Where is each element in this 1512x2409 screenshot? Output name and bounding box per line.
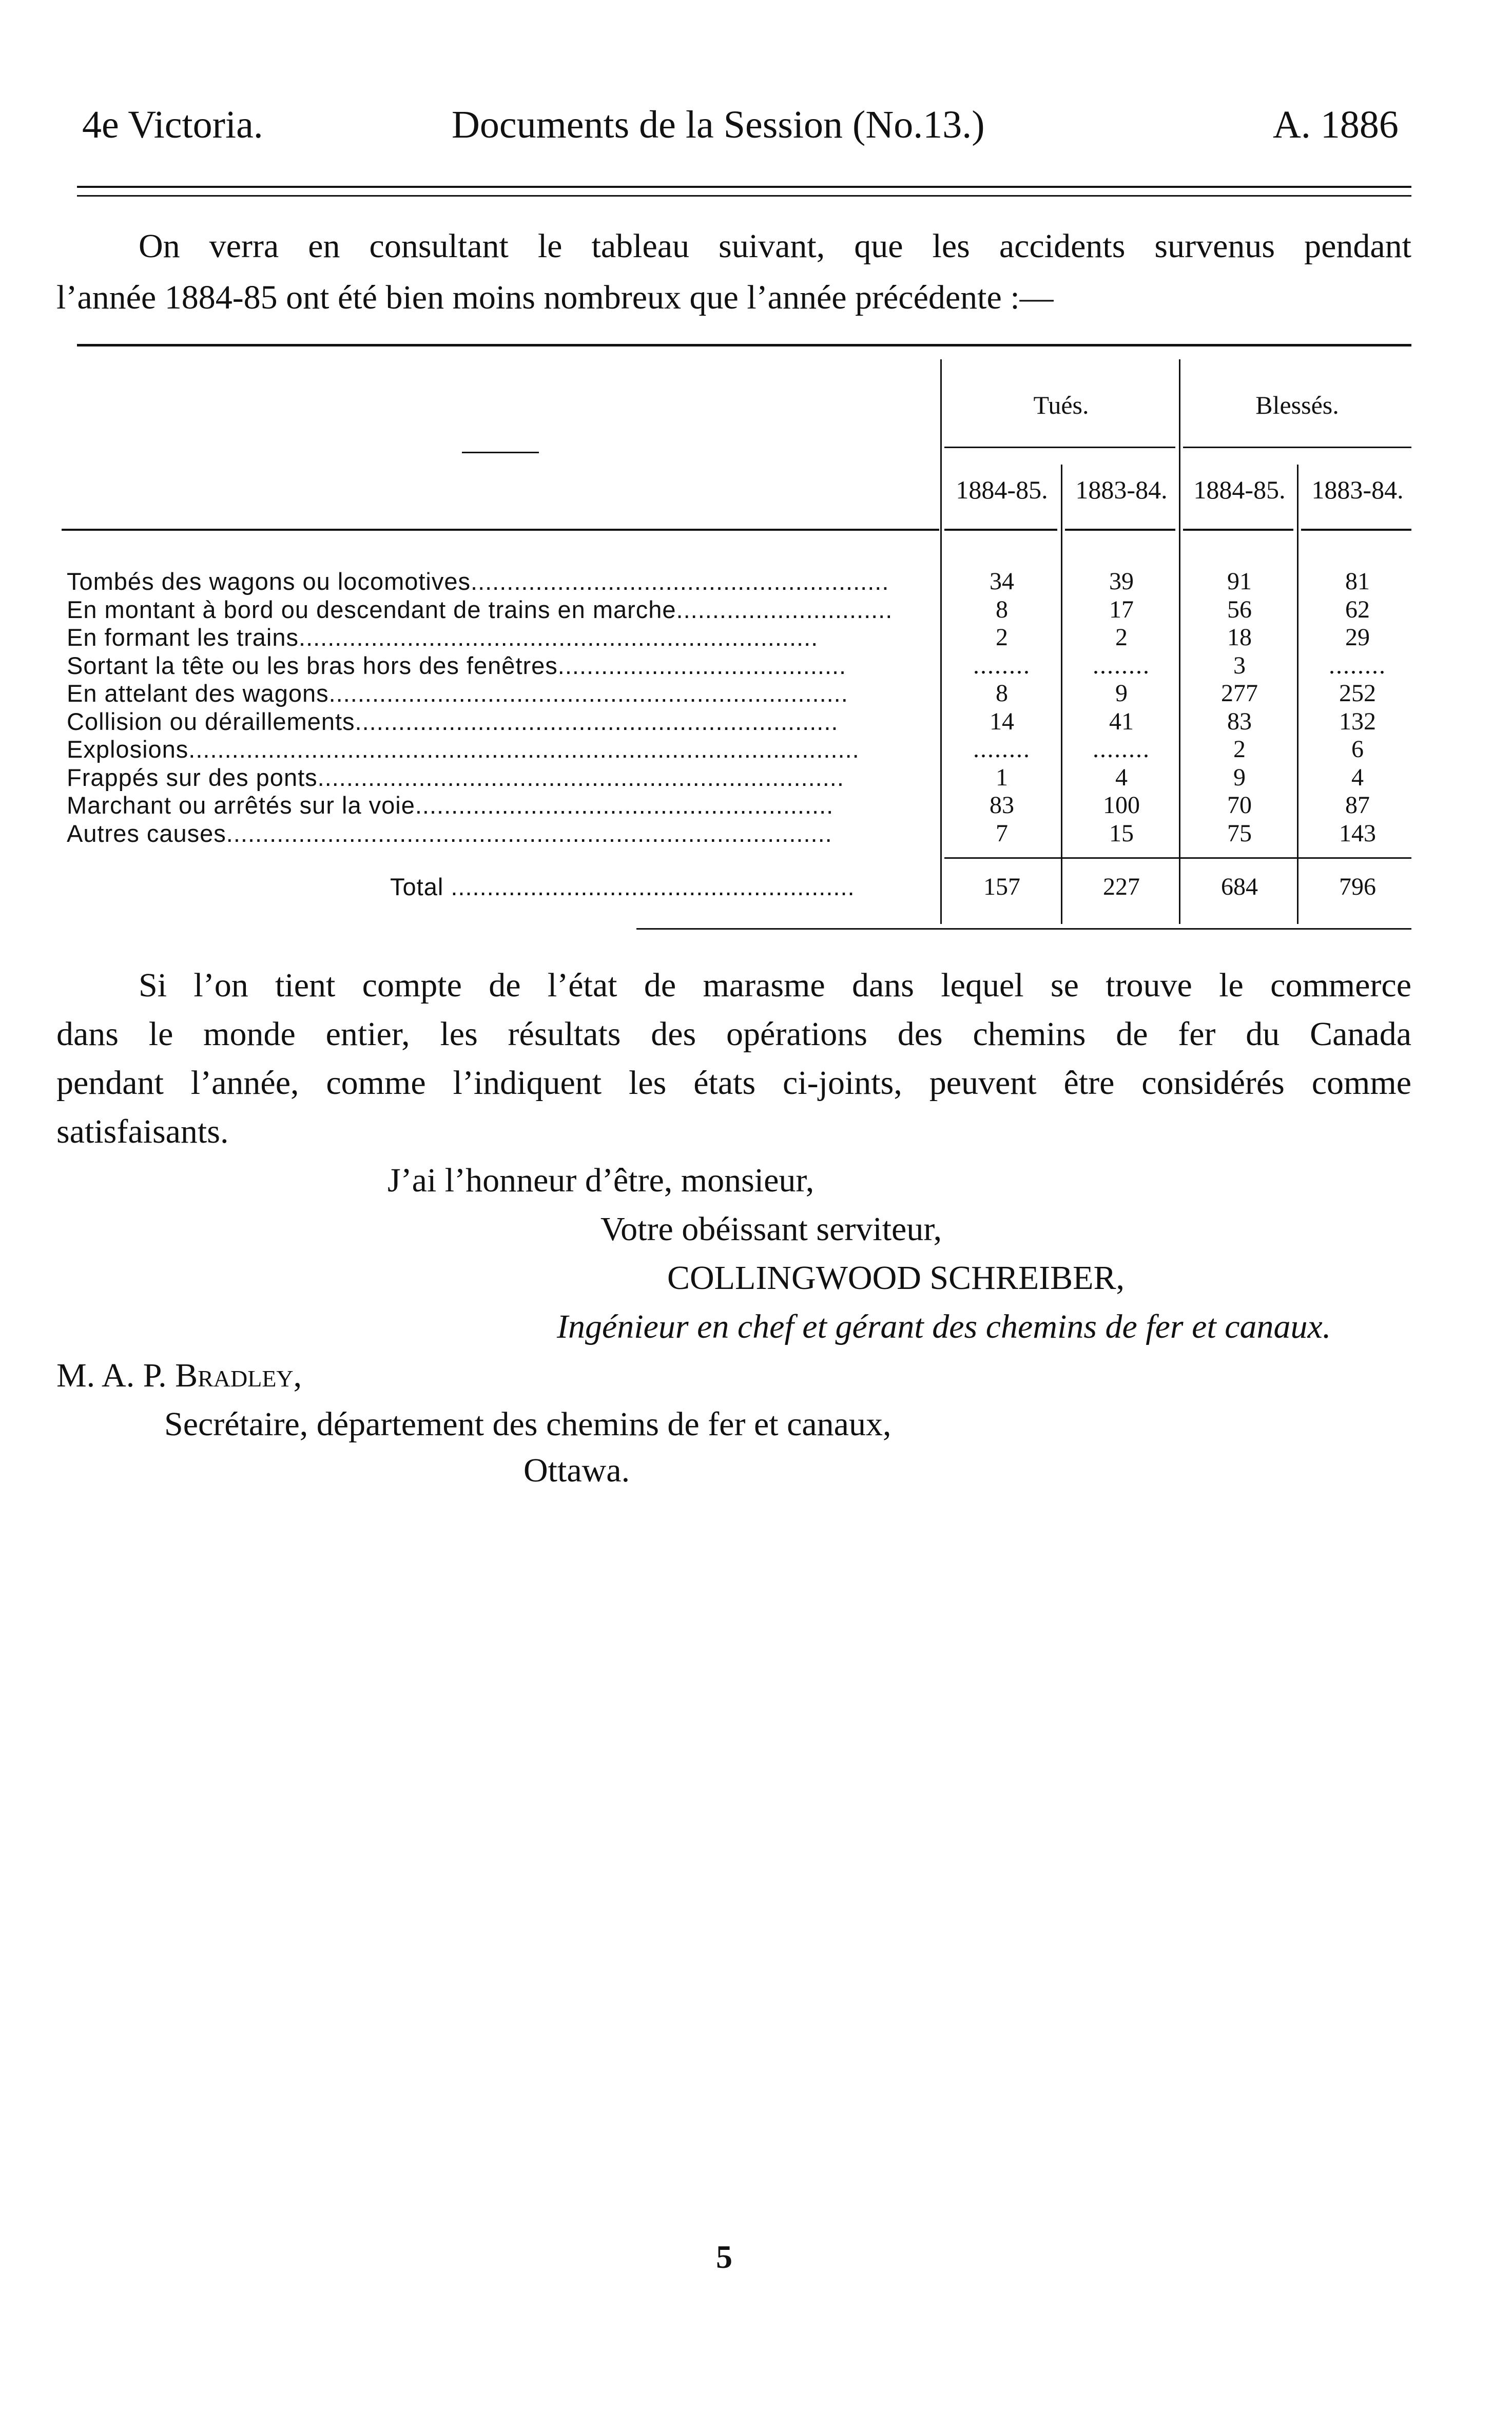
cell-injured-1884: 277 bbox=[1221, 680, 1258, 707]
cell-injured-1883: 62 bbox=[1345, 596, 1370, 623]
cell-killed-1883: 41 bbox=[1109, 708, 1134, 735]
blank-cell-injured-1883: ........ bbox=[1329, 652, 1386, 679]
header-title: Documents de la Session (No.13.) bbox=[452, 103, 985, 146]
cell-killed-1884: 14 bbox=[990, 708, 1014, 735]
row-label: Marchant ou arrêtés sur la voie.......................................................... bbox=[67, 792, 834, 819]
year-header-injured-1884: 1884-85. bbox=[1193, 475, 1286, 504]
cell-injured-1884: 2 bbox=[1233, 736, 1246, 763]
total-killed-1884: 157 bbox=[983, 873, 1020, 900]
stub-dash bbox=[462, 452, 539, 453]
row-label: Sortant la tête ou les bras hors des fenêtres........................................ bbox=[67, 652, 847, 679]
closing-line-1: Si l’on tient compte de l’état de marasme dans lequel se trouve le commerce bbox=[139, 967, 1411, 1004]
addressee-city: Ottawa. bbox=[524, 1452, 630, 1489]
cell-injured-1884: 83 bbox=[1227, 708, 1252, 735]
cell-killed-1884: 8 bbox=[996, 596, 1008, 623]
cell-injured-1884: 56 bbox=[1227, 596, 1252, 623]
intro-line-2: l’année 1884-85 ont été bien moins nombreux que l’année précédente :— bbox=[56, 279, 1054, 316]
intro-line-1: On verra en consultant le tableau suivant, que les accidents survenus pendant bbox=[139, 227, 1411, 265]
row-label: En formant les trains........................................................................ bbox=[67, 624, 819, 651]
blank-cell-killed-1884: ........ bbox=[973, 736, 1031, 763]
page-number: 5 bbox=[716, 2239, 732, 2275]
cell-injured-1883: 87 bbox=[1345, 792, 1370, 819]
cell-killed-1884: 2 bbox=[996, 624, 1008, 651]
blank-cell-killed-1883: ........ bbox=[1093, 736, 1150, 763]
cell-injured-1883: 132 bbox=[1339, 708, 1376, 735]
row-label: Explosions............................................................................................. bbox=[67, 736, 860, 763]
header-rule-bottom bbox=[77, 195, 1411, 197]
table-rule-bottom bbox=[636, 928, 1411, 930]
header-rule-stub bbox=[62, 529, 939, 531]
cell-injured-1883: 81 bbox=[1345, 568, 1370, 595]
cell-injured-1884: 3 bbox=[1233, 652, 1246, 679]
cell-injured-1883: 29 bbox=[1345, 624, 1370, 651]
group-header-killed: Tués. bbox=[1033, 391, 1089, 419]
signature-valediction: Votre obéissant serviteur, bbox=[600, 1210, 942, 1248]
cell-killed-1884: 1 bbox=[996, 764, 1008, 791]
cell-injured-1884: 18 bbox=[1227, 624, 1252, 651]
row-label: En montant à bord ou descendant de trains en marche.............................. bbox=[67, 596, 893, 623]
cell-injured-1884: 75 bbox=[1227, 820, 1252, 847]
cell-killed-1884: 7 bbox=[996, 820, 1008, 847]
header-rule-top bbox=[77, 186, 1411, 188]
total-injured-1884: 684 bbox=[1221, 873, 1258, 900]
closing-line-2: dans le monde entier, les résultats des opérations des chemins de fer du Canada bbox=[56, 1015, 1411, 1053]
blank-cell-killed-1884: ........ bbox=[973, 652, 1031, 679]
total-rule bbox=[944, 857, 1411, 859]
cell-killed-1883: 39 bbox=[1109, 568, 1134, 595]
cell-injured-1883: 6 bbox=[1351, 736, 1364, 763]
closing-line-3: pendant l’année, comme l’indiquent les états ci-joints, peuvent être considérés comme bbox=[56, 1064, 1411, 1102]
header-rule-c2 bbox=[1065, 529, 1175, 531]
cell-killed-1883: 2 bbox=[1115, 624, 1128, 651]
year-header-killed-1883: 1883-84. bbox=[1075, 475, 1168, 504]
group-header-injured: Blessés. bbox=[1255, 391, 1339, 419]
header-right: A. 1886 bbox=[1273, 103, 1399, 146]
header-rule-c4 bbox=[1301, 529, 1411, 531]
cell-killed-1883: 17 bbox=[1109, 596, 1134, 623]
signature-name: COLLINGWOOD SCHREIBER, bbox=[667, 1259, 1125, 1297]
row-label: Frappés sur des ponts......................................................................... bbox=[67, 764, 844, 791]
closing-line-4: satisfaisants. bbox=[56, 1113, 229, 1150]
row-label: Collision ou déraillements................................................................... bbox=[67, 708, 839, 735]
signature-greeting: J’ai l’honneur d’être, monsieur, bbox=[387, 1162, 815, 1199]
row-label: En attelant des wagons........................................................................ bbox=[67, 680, 848, 707]
addressee-name: M. A. P. Bradley, bbox=[56, 1357, 302, 1394]
group-rule-killed bbox=[944, 447, 1175, 448]
cell-injured-1884: 91 bbox=[1227, 568, 1252, 595]
addressee-position: Secrétaire, département des chemins de fer et canaux, bbox=[164, 1405, 891, 1443]
cell-killed-1883: 15 bbox=[1109, 820, 1134, 847]
cell-killed-1883: 100 bbox=[1103, 792, 1140, 819]
total-label: Total ........................................................ bbox=[390, 873, 855, 900]
table-rule-top bbox=[77, 344, 1411, 346]
year-header-injured-1883: 1883-84. bbox=[1311, 475, 1404, 504]
signature-title: Ingénieur en chef et gérant des chemins de fer et canaux. bbox=[557, 1308, 1331, 1345]
cell-injured-1883: 4 bbox=[1351, 764, 1364, 791]
cell-killed-1884: 34 bbox=[990, 568, 1014, 595]
cell-injured-1884: 70 bbox=[1227, 792, 1252, 819]
row-label: Autres causes.................................................................................... bbox=[67, 820, 832, 847]
total-injured-1883: 796 bbox=[1339, 873, 1376, 900]
blank-cell-killed-1883: ........ bbox=[1093, 652, 1150, 679]
cell-injured-1884: 9 bbox=[1233, 764, 1246, 791]
header-rule-c3 bbox=[1183, 529, 1293, 531]
header-rule-c1 bbox=[944, 529, 1057, 531]
header-left: 4e Victoria. bbox=[82, 103, 263, 146]
group-rule-injured bbox=[1183, 447, 1411, 448]
cell-injured-1883: 143 bbox=[1339, 820, 1376, 847]
cell-killed-1884: 83 bbox=[990, 792, 1014, 819]
cell-killed-1884: 8 bbox=[996, 680, 1008, 707]
row-label: Tombés des wagons ou locomotives.......................................................... bbox=[67, 568, 889, 595]
table-divider-1 bbox=[940, 359, 942, 924]
cell-injured-1883: 252 bbox=[1339, 680, 1376, 707]
total-killed-1883: 227 bbox=[1103, 873, 1140, 900]
cell-killed-1883: 9 bbox=[1115, 680, 1128, 707]
cell-killed-1883: 4 bbox=[1115, 764, 1128, 791]
year-header-killed-1884: 1884-85. bbox=[956, 475, 1048, 504]
